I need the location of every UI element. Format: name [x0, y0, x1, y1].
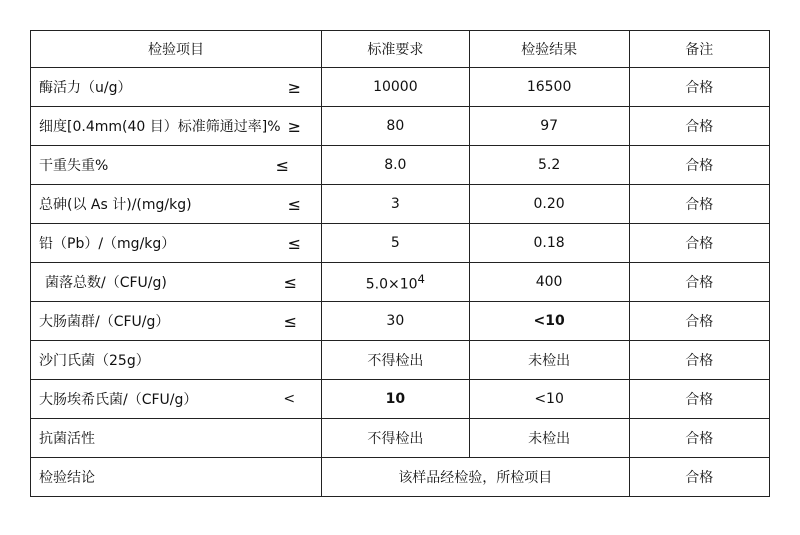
item-cell — [31, 302, 322, 341]
standard-cell: 3 — [322, 185, 470, 224]
inspection-table — [30, 30, 770, 497]
result-cell: 400 — [469, 263, 629, 302]
result-cell: 未检出 — [469, 341, 629, 380]
item-name: 酶活力（u/g） — [39, 80, 132, 96]
item-cell — [31, 263, 322, 302]
comparison-symbol: ≤ — [283, 311, 298, 331]
table-row — [31, 263, 770, 302]
item-cell — [31, 185, 322, 224]
item-name: 总砷(以 As 计)/(mg/kg) — [39, 197, 192, 213]
header-standard: 标准要求 — [322, 31, 470, 68]
standard-cell: 10 — [322, 380, 470, 419]
table-header-row — [31, 31, 770, 68]
comparison-symbol: ≥ — [287, 77, 302, 97]
item-name: 沙门氏菌（25g） — [39, 353, 150, 369]
standard-cell: 5 — [322, 224, 470, 263]
table-row — [31, 68, 770, 107]
table-row — [31, 341, 770, 380]
comparison-symbol: ≤ — [287, 233, 302, 253]
result-cell: 未检出 — [469, 419, 629, 458]
remark-cell: 合格 — [629, 380, 769, 419]
item-cell — [31, 68, 322, 107]
standard-cell: 不得检出 — [322, 341, 470, 380]
remark-cell: 合格 — [629, 68, 769, 107]
conclusion-remark: 合格 — [629, 458, 769, 497]
conclusion-row — [31, 458, 770, 497]
result-cell: 0.18 — [469, 224, 629, 263]
result-cell: 97 — [469, 107, 629, 146]
header-remark: 备注 — [629, 31, 769, 68]
standard-cell: 8.0 — [322, 146, 470, 185]
remark-cell: 合格 — [629, 185, 769, 224]
standard-exponent: 4 — [417, 271, 425, 286]
table-row — [31, 380, 770, 419]
comparison-symbol: ≤ — [275, 155, 290, 175]
table-row — [31, 419, 770, 458]
remark-cell: 合格 — [629, 302, 769, 341]
item-name: 抗菌活性 — [39, 431, 95, 447]
conclusion-text: 该样品经检验，所检项目 — [322, 458, 630, 497]
item-cell — [31, 341, 322, 380]
result-cell: <10 — [469, 380, 629, 419]
header-result: 检验结果 — [469, 31, 629, 68]
item-name: 细度[0.4mm(40 目）标准筛通过率]% — [39, 119, 281, 135]
result-cell: 0.20 — [469, 185, 629, 224]
item-cell — [31, 146, 322, 185]
item-cell — [31, 224, 322, 263]
remark-cell: 合格 — [629, 107, 769, 146]
table-row — [31, 302, 770, 341]
comparison-symbol: ≥ — [287, 116, 302, 136]
standard-cell — [322, 263, 470, 302]
standard-cell: 80 — [322, 107, 470, 146]
item-name: 大肠菌群/（CFU/g） — [39, 314, 170, 330]
table-row — [31, 146, 770, 185]
item-cell — [31, 380, 322, 419]
item-name: 铅（Pb）/（mg/kg） — [39, 236, 176, 252]
header-item: 检验项目 — [31, 31, 322, 68]
result-cell: <10 — [469, 302, 629, 341]
result-cell: 16500 — [469, 68, 629, 107]
remark-cell: 合格 — [629, 341, 769, 380]
result-cell: 5.2 — [469, 146, 629, 185]
table-row — [31, 107, 770, 146]
remark-cell: 合格 — [629, 146, 769, 185]
item-cell — [31, 419, 322, 458]
item-name: 干重失重% — [39, 158, 109, 174]
conclusion-label: 检验结论 — [31, 458, 322, 497]
comparison-symbol: ≤ — [287, 194, 302, 214]
remark-cell: 合格 — [629, 263, 769, 302]
table-row — [31, 185, 770, 224]
remark-cell: 合格 — [629, 224, 769, 263]
standard-cell: 10000 — [322, 68, 470, 107]
standard-base: 5.0×10 — [365, 276, 418, 293]
item-name: 大肠埃希氏菌/（CFU/g） — [39, 392, 198, 408]
item-cell — [31, 107, 322, 146]
table-row — [31, 224, 770, 263]
standard-cell: 不得检出 — [322, 419, 470, 458]
remark-cell: 合格 — [629, 419, 769, 458]
standard-cell: 30 — [322, 302, 470, 341]
comparison-symbol: < — [283, 391, 296, 407]
comparison-symbol: ≤ — [283, 272, 298, 292]
item-name: 菌落总数/（CFU/g) — [45, 275, 167, 291]
